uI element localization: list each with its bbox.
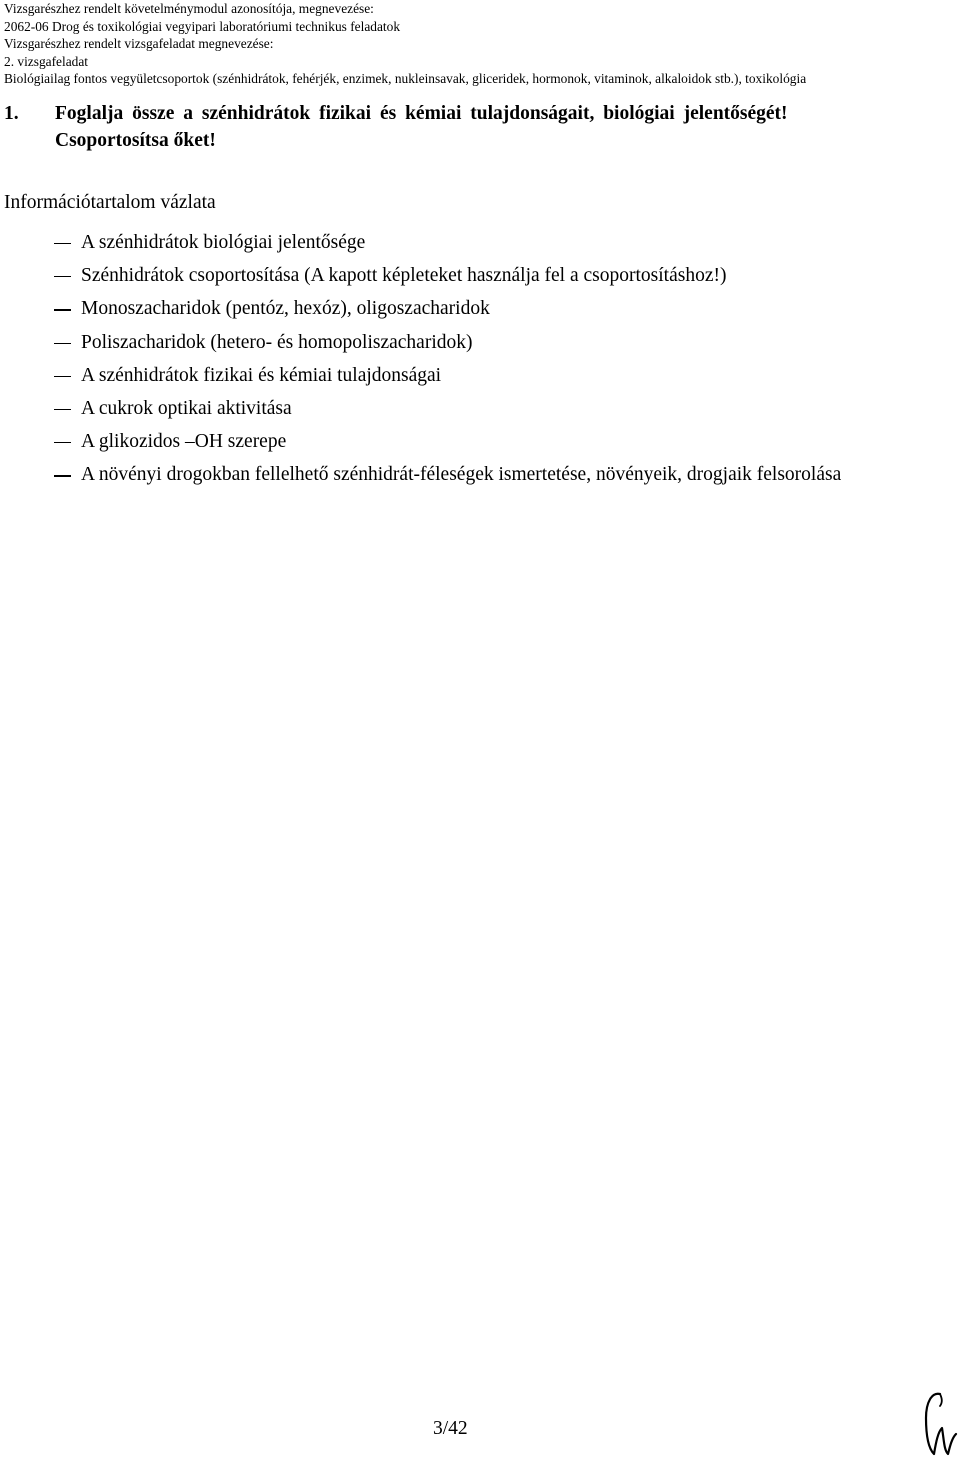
list-item bbox=[50, 396, 930, 422]
list-item bbox=[50, 296, 930, 322]
dash-bullet-icon bbox=[54, 276, 71, 277]
dash-bullet-icon bbox=[54, 442, 71, 443]
list-item bbox=[50, 330, 930, 356]
dash-bullet-icon bbox=[54, 475, 71, 476]
outline-title: Információtartalom vázlata bbox=[4, 192, 216, 213]
dash-bullet-icon bbox=[54, 343, 71, 344]
document-header bbox=[4, 0, 954, 88]
page-number: 3/42 bbox=[433, 1418, 468, 1439]
signature-icon bbox=[918, 1388, 958, 1458]
task-text-line-1: Foglalja össze a szénhidrátok fizikai és kémiai tulajdonságait, biológiai jelentőségét! bbox=[55, 103, 788, 124]
list-item-text: A szénhidrátok biológiai jelentősége bbox=[81, 232, 366, 253]
list-item bbox=[50, 462, 930, 488]
header-line-module-name: 2062-06 Drog és toxikológiai vegyipari laboratóriumi technikus feladatok bbox=[4, 18, 401, 34]
dash-bullet-icon bbox=[54, 376, 71, 377]
list-item-text: A szénhidrátok fizikai és kémiai tulajdonságai bbox=[81, 364, 442, 386]
list-item-text: Poliszacharidok (hetero- és homopoliszacharidok) bbox=[81, 331, 473, 353]
dash-bullet-icon bbox=[54, 409, 71, 410]
list-item bbox=[50, 263, 930, 289]
list-item-text: A cukrok optikai aktivitása bbox=[81, 397, 292, 419]
list-item bbox=[50, 363, 930, 389]
list-item bbox=[50, 429, 930, 455]
header-line-topic: Biológiailag fontos vegyületcsoportok (szénhidrátok, fehérjék, enzimek, nukleinsavak, gliceridek, hormonok, vitaminok, alkaloidok stb.), toxikológia bbox=[4, 71, 807, 86]
task-text-line-2: Csoportosítsa őket! bbox=[55, 130, 216, 151]
header-line-task-label: Vizsgarészhez rendelt vizsgafeladat megnevezése: bbox=[4, 36, 274, 51]
outline-list bbox=[50, 230, 930, 496]
task-number: 1. bbox=[4, 103, 19, 124]
list-item-text: Szénhidrátok csoportosítása (A kapott képleteket használja fel a csoportosításhoz!) bbox=[81, 265, 727, 287]
dash-bullet-icon bbox=[54, 309, 71, 310]
dash-bullet-icon bbox=[54, 243, 71, 244]
task-heading bbox=[4, 100, 904, 154]
list-item-text: Monoszacharidok (pentóz, hexóz), oligoszacharidok bbox=[81, 298, 490, 320]
list-item bbox=[50, 230, 930, 256]
list-item-text: A glikozidos –OH szerepe bbox=[81, 431, 287, 453]
header-line-task-name: 2. vizsgafeladat bbox=[4, 53, 89, 69]
header-line-module-label: Vizsgarészhez rendelt követelménymodul azonosítója, megnevezése: bbox=[4, 1, 374, 16]
list-item-text: A növényi drogokban fellelhető szénhidrát-féleségek ismertetése, növényeik, drogjaik felsorolása bbox=[81, 464, 842, 486]
